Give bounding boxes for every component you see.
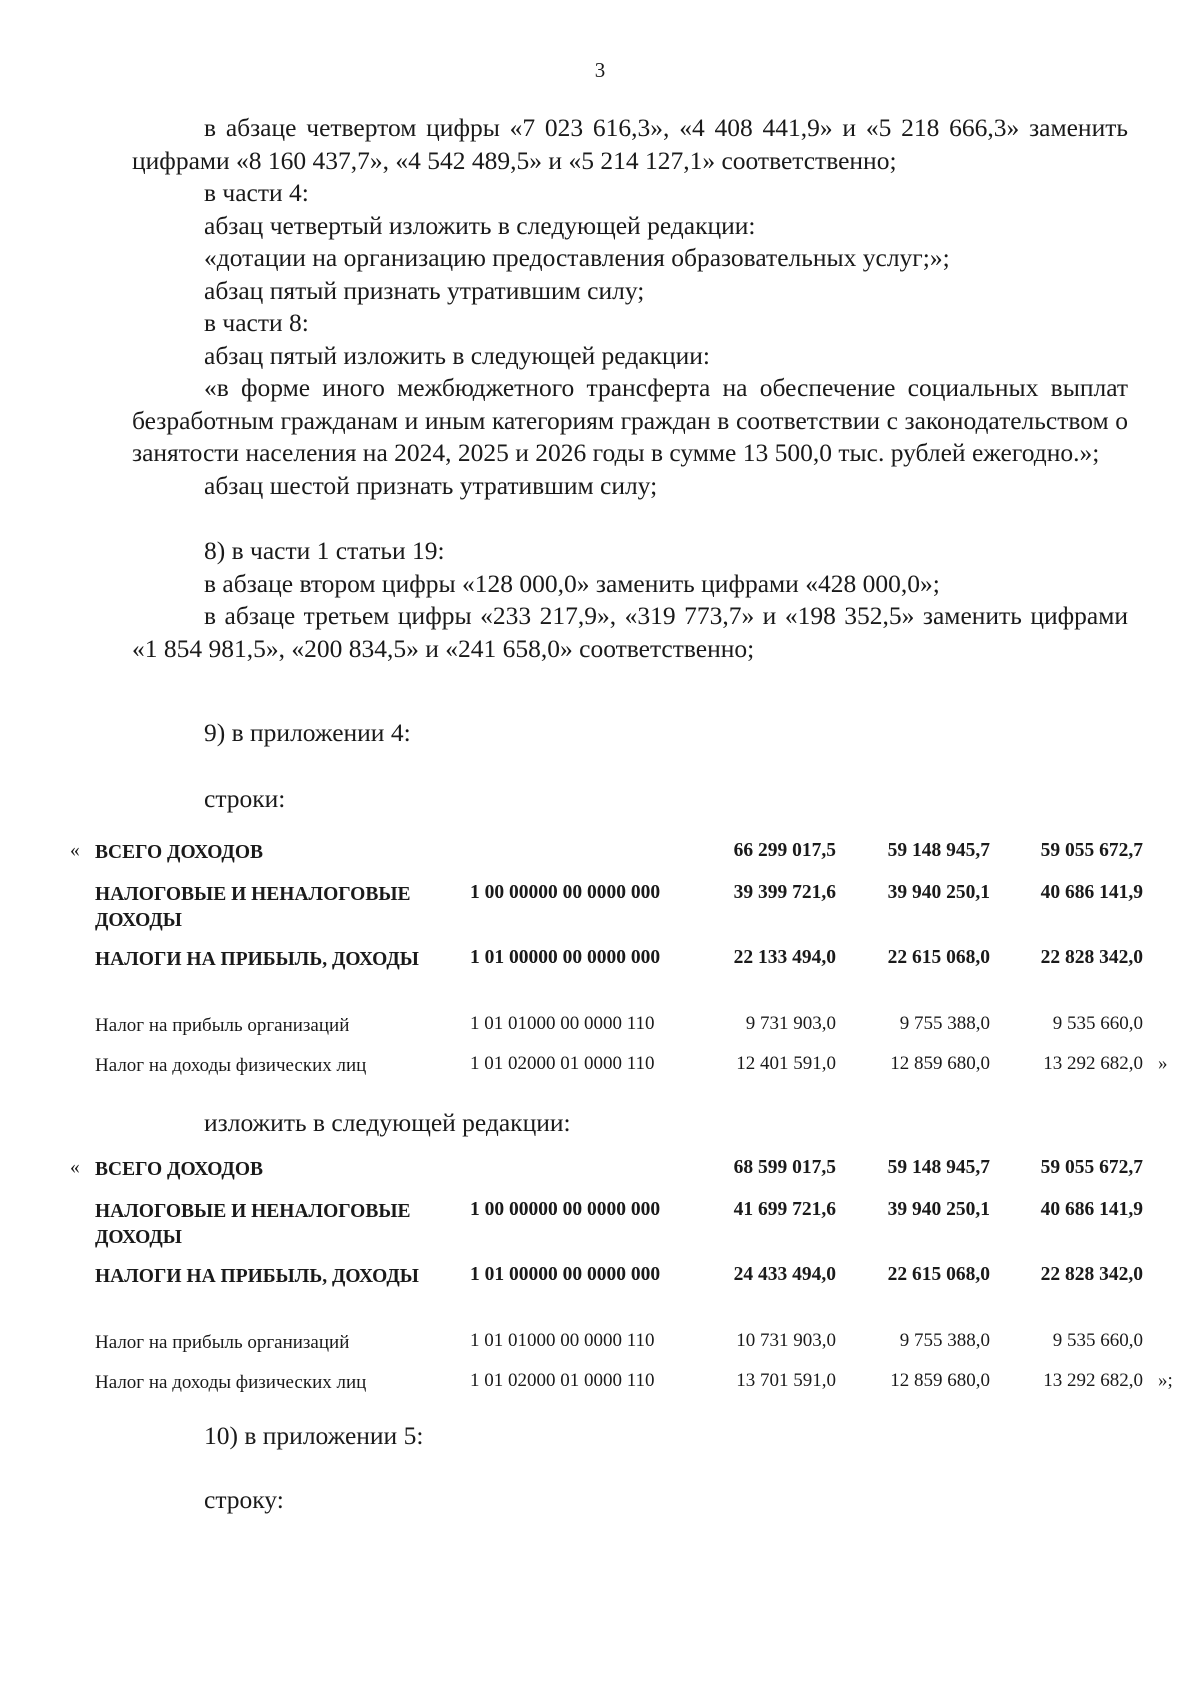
row-code: 1 00 00000 00 0000 000 — [470, 882, 661, 903]
row-code: 1 01 00000 00 0000 000 — [470, 1264, 661, 1285]
row-value-2025: 39 940 250,1 — [887, 1199, 990, 1220]
table-row — [0, 1013, 1200, 1053]
row-value-2024: 13 701 591,0 — [736, 1370, 836, 1391]
paragraph-15: изложить в следующей редакции: — [204, 1108, 571, 1137]
row-name: НАЛОГИ НА ПРИБЫЛЬ, ДОХОДЫ — [95, 949, 419, 970]
table-row — [0, 1199, 1200, 1264]
row-value-2024: 24 433 494,0 — [733, 1264, 836, 1285]
table-row — [0, 1157, 1200, 1199]
paragraph-6: в части 8: — [204, 308, 309, 337]
row-value-2026: 59 055 672,7 — [1040, 1157, 1143, 1178]
paragraph-14: строки: — [204, 783, 286, 813]
row-name: НАЛОГОВЫЕ И НЕНАЛОГОВЫЕ ДОХОДЫ — [95, 1201, 411, 1248]
document-body — [132, 112, 1128, 815]
paragraph-16: 10) в приложении 5: — [204, 1421, 424, 1450]
row-code: 1 01 00000 00 0000 000 — [470, 947, 661, 968]
paragraph-3: абзац четвертый изложить в следующей редакции: — [204, 210, 756, 240]
quote-close: »; — [1158, 1370, 1173, 1391]
row-value-2025: 22 615 068,0 — [887, 947, 990, 968]
paragraph-17: строку: — [204, 1485, 284, 1514]
paragraph-2: в части 4: — [204, 178, 309, 207]
quote-open: « — [70, 840, 80, 861]
row-code: 1 00 00000 00 0000 000 — [470, 1199, 661, 1220]
table-row — [0, 1330, 1200, 1370]
row-value-2026: 9 535 660,0 — [1052, 1330, 1143, 1351]
table-row — [0, 882, 1200, 947]
paragraph-12: в абзаце третьем цифры «233 217,9», «319 773,7» и «198 352,5» заменить цифрами «1 854 981,5», «200 834,5» и «241 658,0» соответственно; — [132, 601, 1128, 663]
paragraph-11: в абзаце втором цифры «128 000,0» заменить цифрами «428 000,0»; — [204, 568, 940, 598]
row-name: Налог на прибыль организаций — [95, 1332, 350, 1353]
paragraph-7: абзац пятый изложить в следующей редакции: — [204, 340, 710, 370]
row-name: НАЛОГОВЫЕ И НЕНАЛОГОВЫЕ ДОХОДЫ — [95, 884, 411, 931]
row-value-2024: 68 599 017,5 — [733, 1157, 836, 1178]
paragraph-9: абзац шестой признать утратившим силу; — [204, 470, 658, 500]
row-value-2026: 9 535 660,0 — [1052, 1013, 1143, 1034]
row-value-2025: 12 859 680,0 — [890, 1053, 990, 1074]
row-value-2024: 10 731 903,0 — [736, 1330, 836, 1351]
row-value-2026: 13 292 682,0 — [1043, 1370, 1143, 1391]
row-value-2024: 66 299 017,5 — [733, 840, 836, 861]
table-row — [0, 1264, 1200, 1330]
table-row — [0, 947, 1200, 1013]
page-number: 3 — [594, 58, 606, 82]
row-value-2026: 40 686 141,9 — [1040, 1199, 1143, 1220]
row-value-2026: 13 292 682,0 — [1043, 1053, 1143, 1074]
row-value-2025: 59 148 945,7 — [887, 1157, 990, 1178]
paragraph-4: «дотации на организацию предоставления образовательных услуг;»; — [204, 243, 950, 272]
row-name: НАЛОГИ НА ПРИБЫЛЬ, ДОХОДЫ — [95, 1266, 419, 1287]
quote-close: » — [1158, 1053, 1168, 1074]
row-name: ВСЕГО ДОХОДОВ — [95, 1159, 263, 1180]
row-value-2025: 9 755 388,0 — [899, 1330, 990, 1351]
paragraph-13: 9) в приложении 4: — [204, 718, 411, 747]
row-value-2024: 22 133 494,0 — [733, 947, 836, 968]
row-name: Налог на прибыль организаций — [95, 1015, 350, 1036]
row-value-2026: 59 055 672,7 — [1040, 840, 1143, 861]
row-code: 1 01 01000 00 0000 110 — [470, 1013, 655, 1034]
row-name: ВСЕГО ДОХОДОВ — [95, 842, 263, 863]
row-value-2024: 12 401 591,0 — [736, 1053, 836, 1074]
row-value-2025: 22 615 068,0 — [887, 1264, 990, 1285]
row-code: 1 01 02000 01 0000 110 — [470, 1370, 655, 1391]
row-value-2024: 9 731 903,0 — [745, 1013, 836, 1034]
row-value-2024: 41 699 721,6 — [733, 1199, 836, 1220]
paragraph-10: 8) в части 1 статьи 19: — [204, 536, 445, 565]
row-value-2025: 12 859 680,0 — [890, 1370, 990, 1391]
table-row — [0, 1053, 1200, 1083]
paragraph-5: абзац пятый признать утратившим силу; — [204, 275, 645, 305]
row-value-2026: 22 828 342,0 — [1040, 947, 1143, 968]
row-value-2024: 39 399 721,6 — [733, 882, 836, 903]
row-value-2026: 22 828 342,0 — [1040, 1264, 1143, 1285]
row-name: Налог на доходы физических лиц — [95, 1372, 367, 1393]
table-row — [0, 840, 1200, 882]
row-code: 1 01 02000 01 0000 110 — [470, 1053, 655, 1074]
row-value-2025: 9 755 388,0 — [899, 1013, 990, 1034]
row-value-2026: 40 686 141,9 — [1040, 882, 1143, 903]
row-value-2025: 39 940 250,1 — [887, 882, 990, 903]
quote-open: « — [70, 1157, 80, 1178]
row-name: Налог на доходы физических лиц — [95, 1055, 367, 1076]
table-row — [0, 1370, 1200, 1400]
paragraph-8: «в форме иного межбюджетного трансферта на обеспечение социальных выплат безработным гражданам и иным категориям граждан в соответствии с законодательством о занятости населения на 2024, 2025 и 2026 годы в сумме 13 500,0 тыс. рублей ежегодно.»; — [132, 373, 1128, 467]
paragraph-1: в абзаце четвертом цифры «7 023 616,3», «4 408 441,9» и «5 218 666,3» заменить цифрами «8 160 437,7», «4 542 489,5» и «5 214 127,1» соответственно; — [132, 113, 1128, 175]
row-code: 1 01 01000 00 0000 110 — [470, 1330, 655, 1351]
row-value-2025: 59 148 945,7 — [887, 840, 990, 861]
